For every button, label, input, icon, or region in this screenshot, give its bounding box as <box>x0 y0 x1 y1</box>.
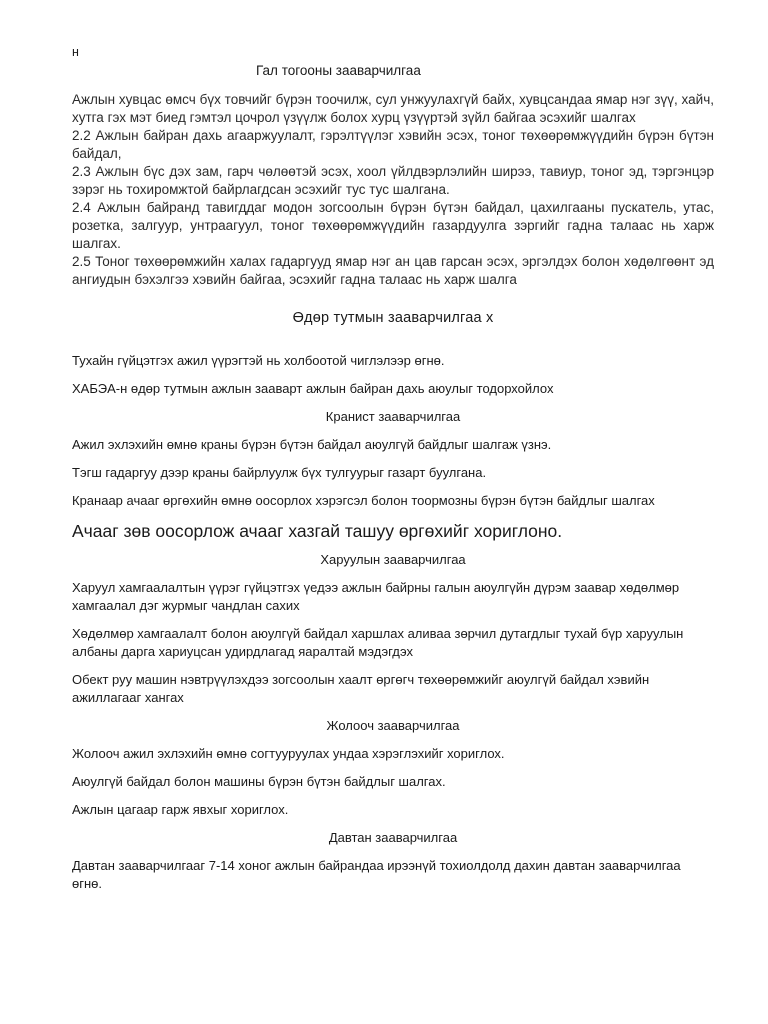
driver-instructions-heading: Жолооч зааварчилгаа <box>326 718 460 733</box>
guard-line: Обект руу машин нэвтрүүлэхдээ зогсоолын хаалт өргөгч төхөөрөмжийг аюулгүй байдал хэвийн ажиллагааг хангах <box>72 672 650 705</box>
fire-paragraph: 2.4 Ажлын байранд тавигддаг модон зогсоолын бүрэн бүтэн байдал, цахилгааны пускатель, утас, розетка, залгуур, унтраагуул, тоног төхөөрөмжүүдийн газардуулга зэргийг гадна талаас нь харж шалгах. <box>72 200 714 251</box>
driver-line: Аюулгүй байдал болон машины бүрэн бүтэн байдлыг шалгах. <box>72 774 446 789</box>
fire-paragraph: 2.2 Ажлын байран дахь агааржуулалт, гэрэлтүүлэг хэвийн эсэх, тоног төхөөрөмжүүдийн бүрэн бүтэн байдал, <box>72 128 714 161</box>
daily-instructions-heading: Өдөр тутмын зааварчилгаа х <box>292 310 494 326</box>
guard-instructions-heading: Харуулын зааварчилгаа <box>320 552 466 567</box>
crane-line: Тэгш гадаргуу дээр краны байрлуулж бүх тулгуурыг газарт буулгана. <box>72 465 487 480</box>
driver-line: Жолооч ажил эхлэхийн өмнө согтууруулах ундаа хэрэглэхийг хориглох. <box>72 746 505 761</box>
repeat-line: Давтан зааварчилгааг 7-14 хоног ажлын байрандаа ирээнүй тохиолдолд дахин давтан зааварчилгаа өгнө. <box>72 858 681 891</box>
fire-section-title: Гал тогооны зааварчилгаа <box>256 63 421 78</box>
fire-instructions-block <box>72 91 714 289</box>
crane-emphasis-line: Ачааг зөв оосорлож ачааг хазгай ташуу өргөхийг хориглоно. <box>72 521 563 541</box>
crane-line: Ажил эхлэхийн өмнө краны бүрэн бүтэн байдал аюулгүй байдлыг шалгаж үзнэ. <box>72 437 552 452</box>
guard-line: Хөдөлмөр хамгаалалт болон аюулгүй байдал харшлах аливаа зөрчил дутагдлыг тухай бүр харуулын албаны дарга хариуцсан удирдлагад яаралтай мэдэгдэх <box>72 626 684 659</box>
crane-line: Кранаар ачааг өргөхийн өмнө оосорлох хэрэгсэл болон тоормозны бүрэн бүтэн байдлыг шалгах <box>72 493 655 508</box>
crane-instructions-heading: Кранист зааварчилгаа <box>325 409 461 424</box>
document-page <box>72 44 714 903</box>
guard-line: Харуул хамгаалалтын үүрэг гүйцэтгэх үедээ ажлын байрны галын аюулгүйн дүрэм заавар хөдөлмөр хамгаалал дэг журмыг чандлан сахих <box>72 580 680 613</box>
fire-paragraph: Ажлын хувцас өмсч бүх товчийг бүрэн тоочилж, сул унжуулахгүй байх, хувцсандаа ямар нэг зүү, хайч, хутга гэх мэт биед гэмтэл цочрол үзүүлж болох хурц үзүүртэй зүйл байгаа эсэхийг шалгах <box>72 92 714 125</box>
stray-character: н <box>72 45 79 59</box>
driver-line: Ажлын цагаар гарж явхыг хориглох. <box>72 802 289 817</box>
repeat-instructions-heading: Давтан зааварчилгаа <box>328 830 458 845</box>
fire-paragraph: 2.3 Ажлын бүс дэх зам, гарч чөлөөтэй эсэх, хоол үйлдвэрлэлийн ширээ, тавиур, тоног эд, тэргэнцэр зэрэг нь тохиромжтой байрлагдсан эсэхийг тус тус шалгана. <box>72 164 714 197</box>
fire-paragraph: 2.5 Тоног төхөөрөмжийн халах гадаргууд ямар нэг ан цав гарсан эсэх, эргэлдэх болон хөдөлгөөнт эд ангиудын бэхэлгээ хэвийн байгаа, эсэхийг гадна талаас нь харж шалга <box>72 254 714 287</box>
daily-line: ХАБЭА-н өдөр тутмын ажлын зааварт ажлын байран дахь аюулыг тодорхойлох <box>72 381 554 396</box>
daily-line: Тухайн гүйцэтгэх ажил үүрэгтэй нь холбоотой чиглэлээр өгнө. <box>72 353 445 368</box>
